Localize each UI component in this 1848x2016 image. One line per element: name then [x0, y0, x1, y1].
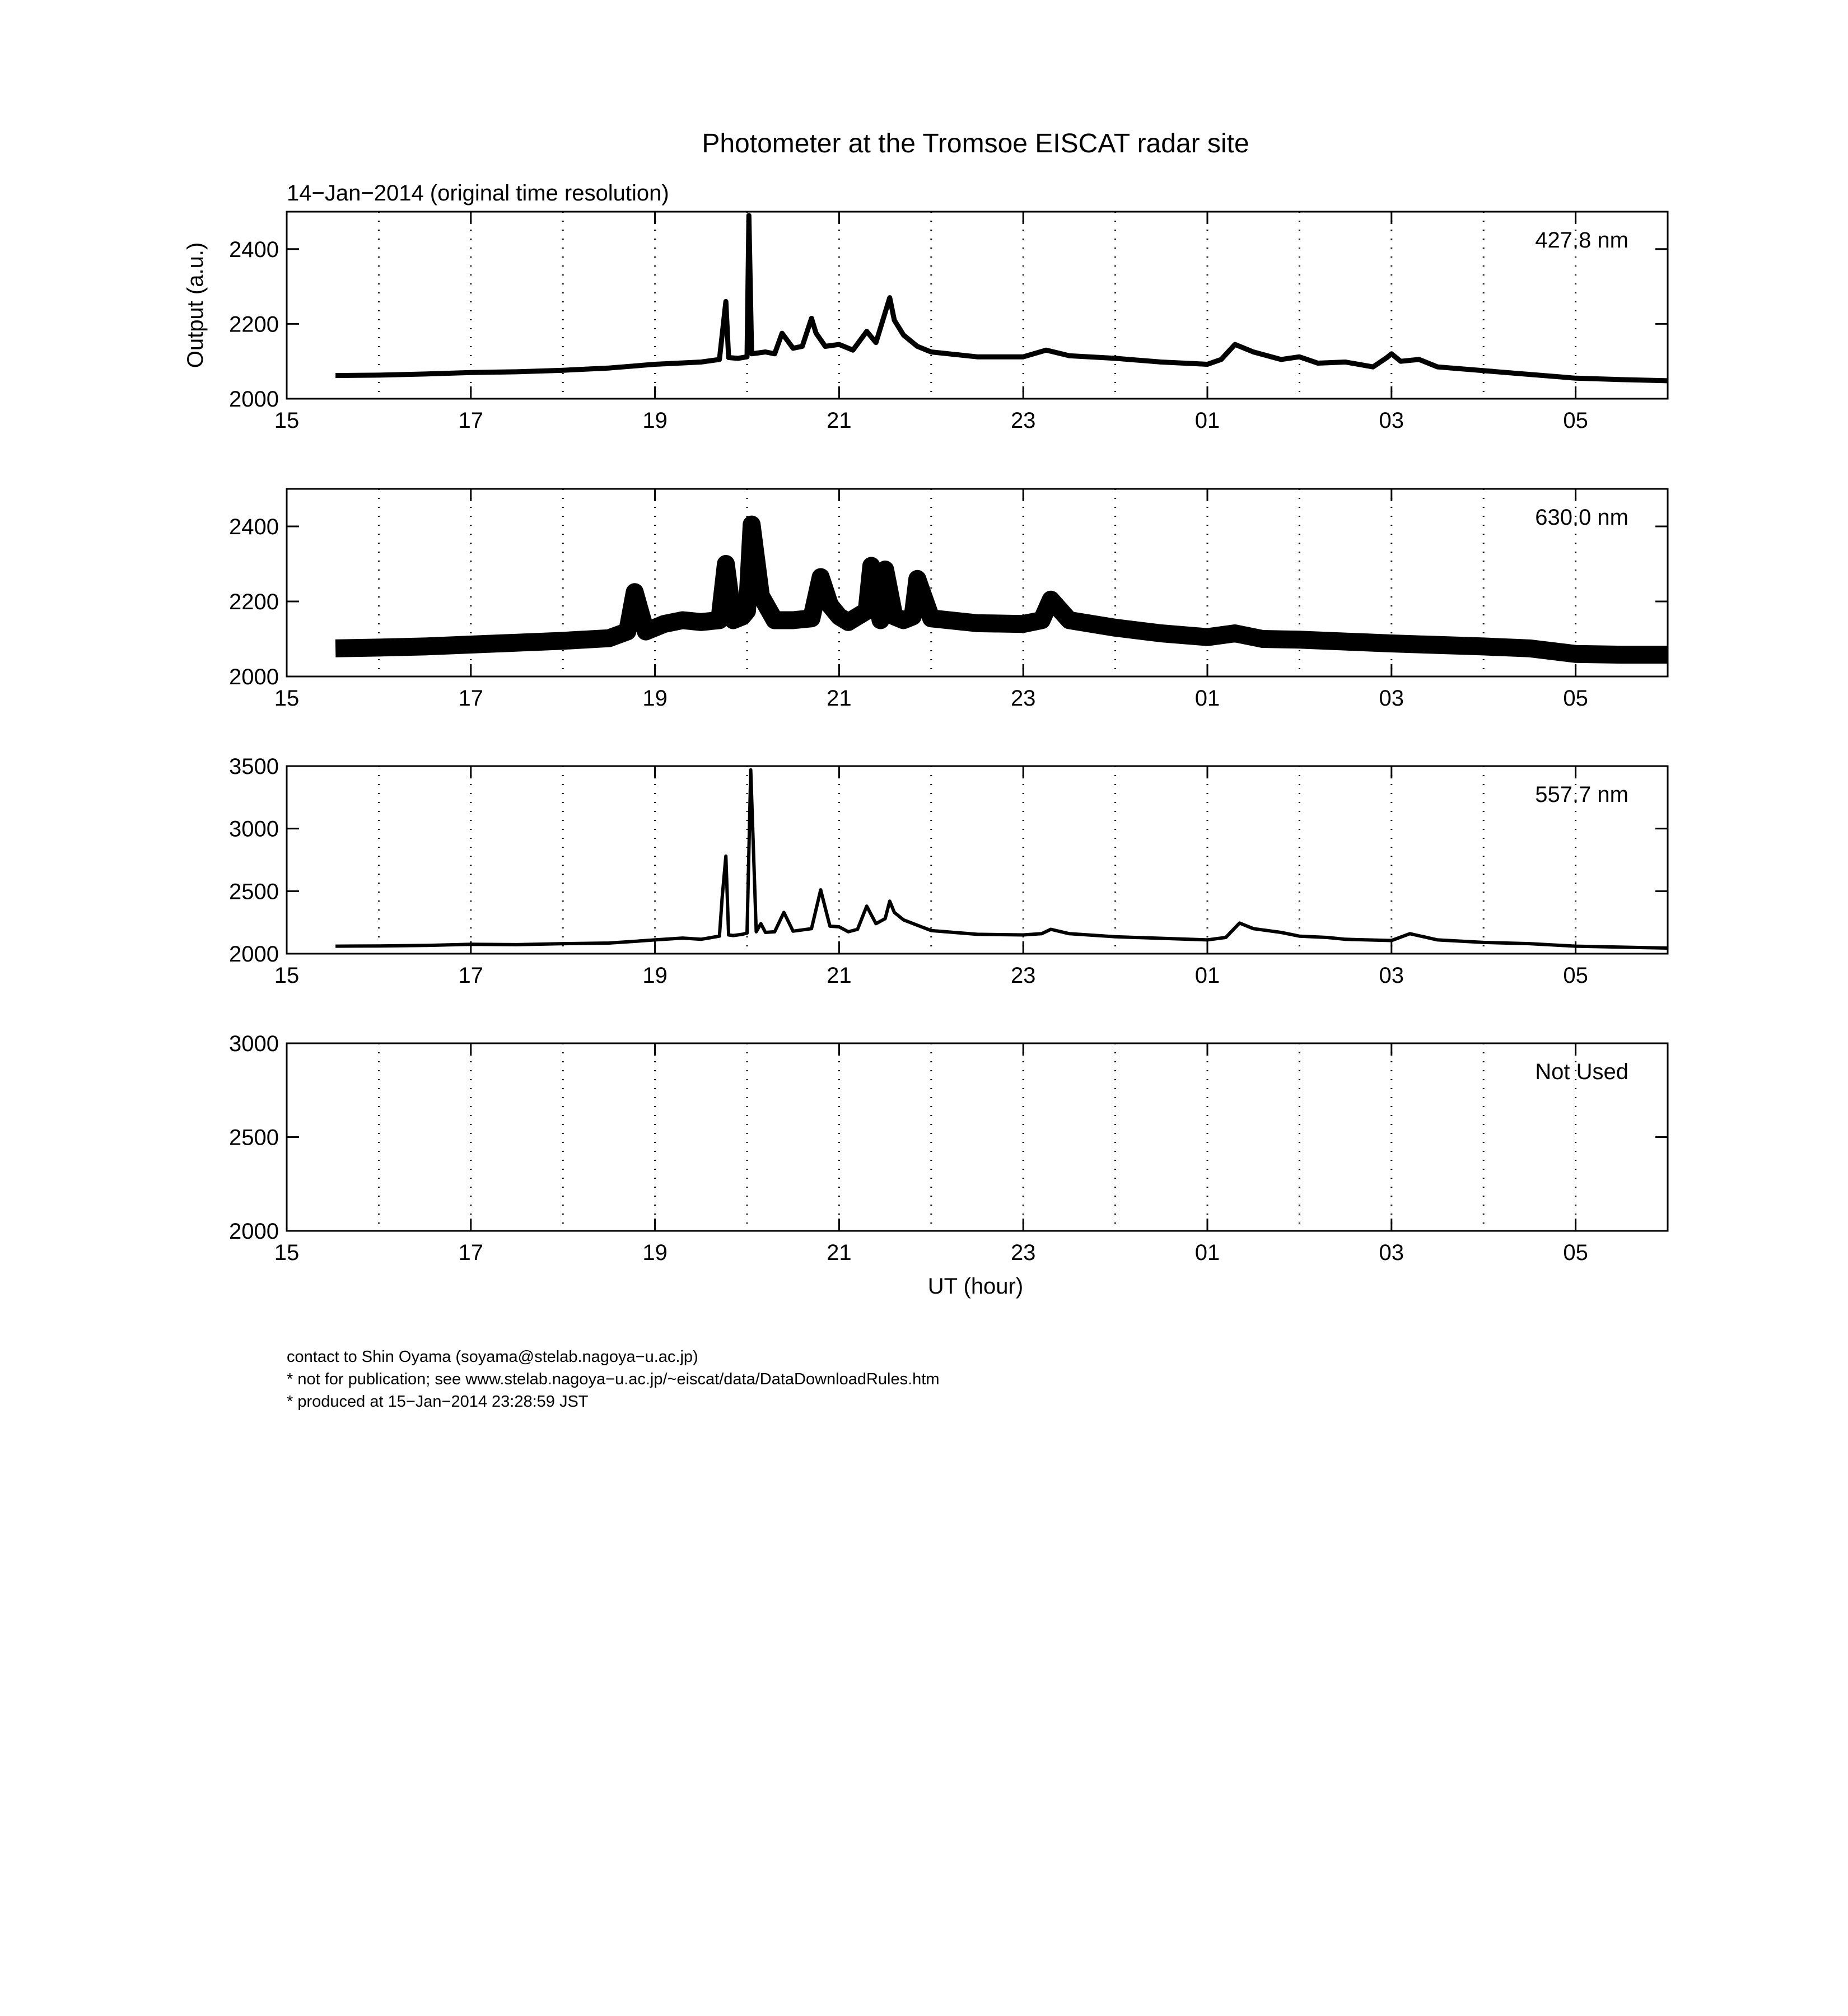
y-tick-label: 2000 [229, 1219, 279, 1244]
figure-subtitle: 14−Jan−2014 (original time resolution) [287, 181, 669, 206]
x-tick-label: 15 [274, 408, 300, 433]
x-tick-label: 17 [458, 963, 484, 988]
x-tick-label: 21 [827, 963, 852, 988]
y-tick-label: 2200 [229, 312, 279, 337]
x-tick-label: 03 [1379, 1240, 1404, 1265]
y-tick-label: 3000 [229, 1032, 279, 1056]
panel-4 [229, 1032, 1668, 1265]
panels [229, 212, 1668, 1265]
y-tick-label: 2000 [229, 665, 279, 689]
y-tick-label: 2200 [229, 590, 279, 614]
y-tick-label: 2000 [229, 387, 279, 412]
x-tick-label: 19 [642, 963, 668, 988]
x-tick-label: 03 [1379, 963, 1404, 988]
y-tick-label: 2400 [229, 237, 279, 262]
x-tick-label: 19 [642, 1240, 668, 1265]
y-axis-label: Output (a.u.) [183, 242, 208, 368]
series-line [335, 216, 1668, 381]
produced-note: * produced at 15−Jan−2014 23:28:59 JST [287, 1393, 589, 1411]
x-tick-label: 05 [1563, 686, 1588, 711]
x-tick-label: 23 [1010, 686, 1036, 711]
channel-label: Not Used [1535, 1060, 1628, 1084]
x-tick-label: 05 [1563, 963, 1588, 988]
channel-label: 630.0 nm [1535, 505, 1628, 530]
x-tick-label: 05 [1563, 1240, 1588, 1265]
y-tick-label: 3500 [229, 754, 279, 779]
x-tick-label: 21 [827, 408, 852, 433]
channel-label: 427.8 nm [1535, 228, 1628, 253]
panel-3 [229, 754, 1668, 988]
panel-2 [229, 489, 1668, 711]
y-tick-label: 2000 [229, 942, 279, 967]
x-tick-label: 15 [274, 1240, 300, 1265]
channel-label: 557.7 nm [1535, 782, 1628, 807]
figure-title: Photometer at the Tromsoe EISCAT radar site [702, 129, 1249, 158]
plot-frame [287, 1043, 1668, 1231]
x-tick-label: 23 [1010, 408, 1036, 433]
x-tick-label: 19 [642, 408, 668, 433]
x-tick-label: 23 [1010, 963, 1036, 988]
y-tick-label: 2500 [229, 1125, 279, 1150]
x-tick-label: 01 [1194, 1240, 1220, 1265]
x-tick-label: 17 [458, 1240, 484, 1265]
x-tick-label: 03 [1379, 686, 1404, 711]
y-tick-label: 2500 [229, 879, 279, 904]
series-line [335, 525, 1668, 655]
plot-frame [287, 766, 1668, 954]
x-axis-label: UT (hour) [927, 1274, 1024, 1299]
x-tick-label: 23 [1010, 1240, 1036, 1265]
y-tick-label: 2400 [229, 515, 279, 539]
x-tick-label: 15 [274, 963, 300, 988]
x-tick-label: 03 [1379, 408, 1404, 433]
x-tick-label: 05 [1563, 408, 1588, 433]
x-tick-label: 21 [827, 686, 852, 711]
y-tick-label: 3000 [229, 816, 279, 842]
x-tick-label: 17 [458, 686, 484, 711]
publication-note: * not for publication; see www.stelab.nagoya−u.ac.jp/~eiscat/data/DataDownloadRules.htm [287, 1370, 940, 1388]
x-tick-label: 17 [458, 408, 484, 433]
x-tick-label: 15 [274, 686, 300, 711]
x-tick-label: 21 [827, 1240, 852, 1265]
series-line [335, 770, 1668, 948]
x-tick-label: 01 [1194, 963, 1220, 988]
contact-note: contact to Shin Oyama (soyama@stelab.nagoya−u.ac.jp) [287, 1348, 698, 1366]
x-tick-label: 01 [1194, 408, 1220, 433]
x-tick-label: 19 [642, 686, 668, 711]
panel-1 [229, 212, 1668, 433]
x-tick-label: 01 [1194, 686, 1220, 711]
